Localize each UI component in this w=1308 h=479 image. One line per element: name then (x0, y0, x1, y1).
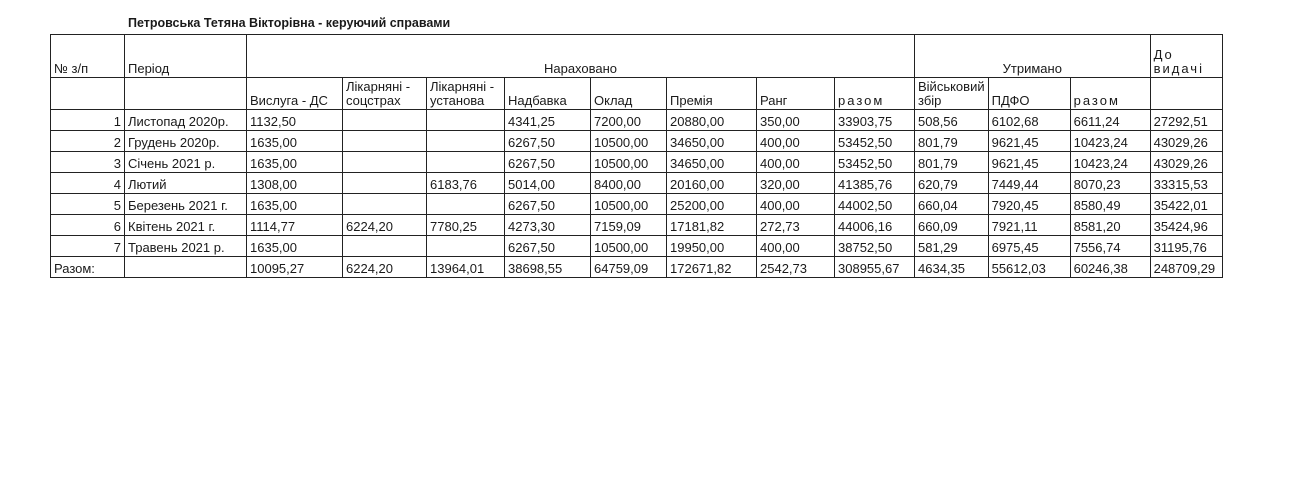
cell-viiskovyi-zbir: 801,79 (915, 152, 989, 173)
cell-likarniani-ustanova (427, 194, 505, 215)
cell-razom-accrued: 44006,16 (835, 215, 915, 236)
cell-razom-accrued: 41385,76 (835, 173, 915, 194)
row-number: 3 (51, 152, 125, 173)
total-premiia: 172671,82 (667, 257, 757, 278)
cell-likarniani-sotsstrakh (343, 110, 427, 131)
total-oklad: 64759,09 (591, 257, 667, 278)
cell-nadbavka: 6267,50 (505, 152, 591, 173)
cell-likarniani-ustanova (427, 152, 505, 173)
subheader-likarniani-ustanova-line1: Лікарняні - (430, 79, 495, 94)
row-number: 5 (51, 194, 125, 215)
cell-premiia: 34650,00 (667, 152, 757, 173)
cell-payout: 43029,26 (1150, 152, 1222, 173)
total-rang: 2542,73 (757, 257, 835, 278)
cell-razom-accrued: 53452,50 (835, 131, 915, 152)
cell-pdfo: 9621,45 (988, 152, 1070, 173)
cell-vysluha: 1308,00 (247, 173, 343, 194)
row-period: Травень 2021 р. (125, 236, 247, 257)
cell-rang: 320,00 (757, 173, 835, 194)
cell-razom-accrued: 38752,50 (835, 236, 915, 257)
row-number: 2 (51, 131, 125, 152)
table-row (51, 236, 1223, 257)
cell-likarniani-ustanova (427, 236, 505, 257)
cell-likarniani-sotsstrakh (343, 173, 427, 194)
header-payout-line1: До (1153, 47, 1174, 62)
subheader-viiskovyi-line2: збір (918, 93, 942, 108)
row-number: 1 (51, 110, 125, 131)
table-row (51, 131, 1223, 152)
cell-vysluha: 1132,50 (247, 110, 343, 131)
cell-razom-withheld: 8580,49 (1070, 194, 1150, 215)
cell-pdfo: 6102,68 (988, 110, 1070, 131)
subheader-row (51, 78, 1223, 110)
header-num: № з/п (51, 35, 125, 78)
cell-razom-withheld: 10423,24 (1070, 152, 1150, 173)
subheader-likarniani-sotsstrakh-line1: Лікарняні - (346, 79, 411, 94)
row-period: Листопад 2020р. (125, 110, 247, 131)
total-likarniani-sotsstrakh: 6224,20 (343, 257, 427, 278)
cell-pdfo: 7921,11 (988, 215, 1070, 236)
total-pdfo: 55612,03 (988, 257, 1070, 278)
cell-rang: 350,00 (757, 110, 835, 131)
cell-premiia: 19950,00 (667, 236, 757, 257)
table-row (51, 194, 1223, 215)
cell-payout: 31195,76 (1150, 236, 1222, 257)
total-viiskovyi-zbir: 4634,35 (915, 257, 989, 278)
total-period-empty (125, 257, 247, 278)
cell-rang: 272,73 (757, 215, 835, 236)
subheader-likarniani-ustanova-line2: установа (430, 93, 485, 108)
cell-premiia: 25200,00 (667, 194, 757, 215)
cell-vysluha: 1635,00 (247, 131, 343, 152)
cell-payout: 35422,01 (1150, 194, 1222, 215)
row-period: Грудень 2020р. (125, 131, 247, 152)
header-accrued: Нараховано (247, 35, 915, 78)
subheader-viiskovyi-line1: Військовий (918, 79, 985, 94)
subheader-nadbavka: Надбавка (505, 78, 591, 110)
cell-rang: 400,00 (757, 194, 835, 215)
subheader-razom-accrued: разом (835, 78, 915, 110)
subheader-rang: Ранг (757, 78, 835, 110)
total-razom-withheld: 60246,38 (1070, 257, 1150, 278)
cell-razom-withheld: 7556,74 (1070, 236, 1150, 257)
cell-viiskovyi-zbir: 620,79 (915, 173, 989, 194)
subheader-premiia: Премія (667, 78, 757, 110)
cell-pdfo: 9621,45 (988, 131, 1070, 152)
salary-table (50, 34, 1223, 278)
subheader-pdfo: ПДФО (988, 78, 1070, 110)
cell-razom-accrued: 44002,50 (835, 194, 915, 215)
total-razom-accrued: 308955,67 (835, 257, 915, 278)
subheader-likarniani-ustanova (427, 78, 505, 110)
cell-likarniani-sotsstrakh (343, 194, 427, 215)
cell-razom-withheld: 10423,24 (1070, 131, 1150, 152)
cell-likarniani-sotsstrakh (343, 152, 427, 173)
cell-nadbavka: 4273,30 (505, 215, 591, 236)
total-likarniani-ustanova: 13964,01 (427, 257, 505, 278)
cell-viiskovyi-zbir: 660,04 (915, 194, 989, 215)
cell-vysluha: 1635,00 (247, 194, 343, 215)
subheader-likarniani-sotsstrakh (343, 78, 427, 110)
subheader-likarniani-sotsstrakh-line2: соцстрах (346, 93, 401, 108)
row-period: Лютий (125, 173, 247, 194)
cell-likarniani-sotsstrakh (343, 131, 427, 152)
cell-premiia: 17181,82 (667, 215, 757, 236)
cell-likarniani-sotsstrakh (343, 236, 427, 257)
document-title: Петровська Тетяна Вікторівна - керуючий справами (128, 16, 451, 30)
header-period: Період (125, 35, 247, 78)
header-payout-line2: видачі (1153, 61, 1204, 76)
header-payout (1150, 35, 1222, 78)
total-label: Разом: (51, 257, 125, 278)
cell-viiskovyi-zbir: 581,29 (915, 236, 989, 257)
table-row (51, 215, 1223, 236)
subheader-vysluha: Вислуга - ДС (247, 78, 343, 110)
cell-pdfo: 7920,45 (988, 194, 1070, 215)
cell-razom-accrued: 33903,75 (835, 110, 915, 131)
cell-oklad: 8400,00 (591, 173, 667, 194)
row-number: 7 (51, 236, 125, 257)
table-row (51, 110, 1223, 131)
cell-rang: 400,00 (757, 152, 835, 173)
subheader-num-empty (51, 78, 125, 110)
cell-vysluha: 1635,00 (247, 152, 343, 173)
total-nadbavka: 38698,55 (505, 257, 591, 278)
cell-payout: 35424,96 (1150, 215, 1222, 236)
cell-viiskovyi-zbir: 801,79 (915, 131, 989, 152)
cell-razom-withheld: 6611,24 (1070, 110, 1150, 131)
row-period: Березень 2021 г. (125, 194, 247, 215)
cell-payout: 33315,53 (1150, 173, 1222, 194)
cell-oklad: 7200,00 (591, 110, 667, 131)
cell-payout: 43029,26 (1150, 131, 1222, 152)
row-number: 6 (51, 215, 125, 236)
cell-vysluha: 1635,00 (247, 236, 343, 257)
cell-oklad: 10500,00 (591, 152, 667, 173)
cell-likarniani-sotsstrakh: 6224,20 (343, 215, 427, 236)
cell-oklad: 10500,00 (591, 236, 667, 257)
cell-oklad: 10500,00 (591, 194, 667, 215)
cell-premiia: 34650,00 (667, 131, 757, 152)
total-payout: 248709,29 (1150, 257, 1222, 278)
cell-razom-withheld: 8581,20 (1070, 215, 1150, 236)
total-row (51, 257, 1223, 278)
cell-oklad: 7159,09 (591, 215, 667, 236)
cell-rang: 400,00 (757, 131, 835, 152)
cell-payout: 27292,51 (1150, 110, 1222, 131)
cell-likarniani-ustanova (427, 110, 505, 131)
cell-vysluha: 1114,77 (247, 215, 343, 236)
cell-likarniani-ustanova (427, 131, 505, 152)
cell-viiskovyi-zbir: 508,56 (915, 110, 989, 131)
subheader-payout-empty (1150, 78, 1222, 110)
table-row (51, 173, 1223, 194)
table-row (51, 152, 1223, 173)
cell-razom-accrued: 53452,50 (835, 152, 915, 173)
cell-pdfo: 7449,44 (988, 173, 1070, 194)
subheader-viiskovyi-zbir (915, 78, 989, 110)
cell-likarniani-ustanova: 7780,25 (427, 215, 505, 236)
cell-likarniani-ustanova: 6183,76 (427, 173, 505, 194)
subheader-oklad: Оклад (591, 78, 667, 110)
cell-oklad: 10500,00 (591, 131, 667, 152)
header-row (51, 35, 1223, 78)
subheader-period-empty (125, 78, 247, 110)
subheader-razom-withheld: разом (1070, 78, 1150, 110)
cell-viiskovyi-zbir: 660,09 (915, 215, 989, 236)
cell-pdfo: 6975,45 (988, 236, 1070, 257)
total-vysluha: 10095,27 (247, 257, 343, 278)
row-period: Січень 2021 р. (125, 152, 247, 173)
cell-nadbavka: 6267,50 (505, 131, 591, 152)
cell-nadbavka: 4341,25 (505, 110, 591, 131)
row-period: Квітень 2021 г. (125, 215, 247, 236)
cell-nadbavka: 5014,00 (505, 173, 591, 194)
cell-premiia: 20160,00 (667, 173, 757, 194)
cell-rang: 400,00 (757, 236, 835, 257)
cell-nadbavka: 6267,50 (505, 236, 591, 257)
cell-razom-withheld: 8070,23 (1070, 173, 1150, 194)
header-withheld: Утримано (915, 35, 1151, 78)
row-number: 4 (51, 173, 125, 194)
cell-premiia: 20880,00 (667, 110, 757, 131)
cell-nadbavka: 6267,50 (505, 194, 591, 215)
